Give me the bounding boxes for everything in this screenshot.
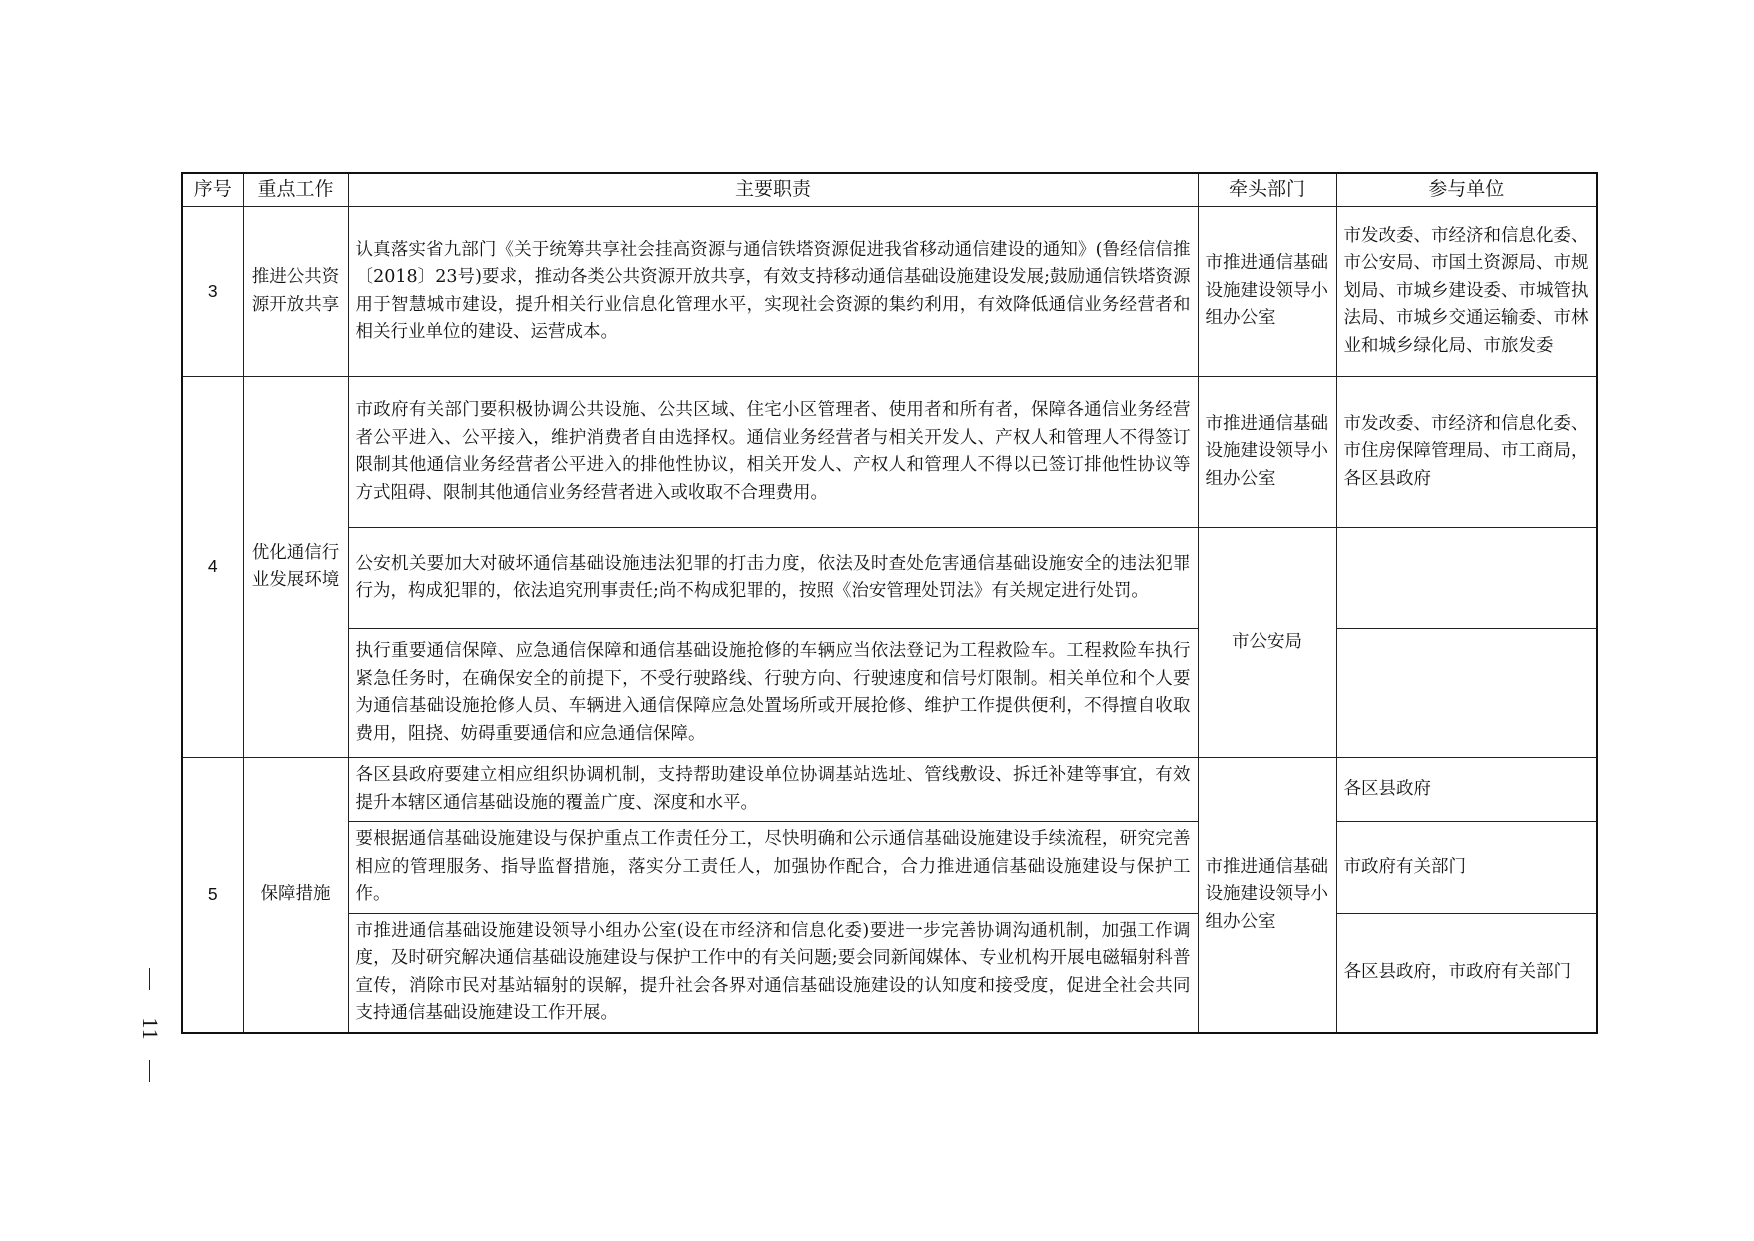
row4-lead-department-a: 市推进通信基础设施建设领导小组办公室 xyxy=(1198,377,1336,528)
table-row xyxy=(182,377,1597,528)
row3-duty: 认真落实省九部门《关于统筹共享社会挂高资源与通信铁塔资源促进我省移动通信建设的通知》(鲁经信信推〔2018〕23号)要求，推动各类公共资源开放共享，有效支持移动通信基础设施建设发展;鼓励通信铁塔资源用于智慧城市建设，提升相关行业信息化管理水平，实现社会资源的集约利用，有效降低通信业务经营者和相关行业单位的建设、运营成本。 xyxy=(348,207,1198,377)
row4-participants-a: 市发改委、市经济和信息化委、市住房保障管理局、市工商局，各区县政府 xyxy=(1336,377,1597,528)
row5-serial: 5 xyxy=(182,758,243,1033)
row3-serial: 3 xyxy=(182,207,243,377)
row4-duty-b: 公安机关要加大对破坏通信基础设施违法犯罪的打击力度，依法及时查处危害通信基础设施安全的违法犯罪行为，构成犯罪的，依法追究刑事责任;尚不构成犯罪的，按照《治安管理处罚法》有关规定进行处罚。 xyxy=(348,528,1198,629)
row4-duty-a: 市政府有关部门要积极协调公共设施、公共区域、住宅小区管理者、使用者和所有者，保障各通信业务经营者公平进入、公平接入，维护消费者自由选择权。通信业务经营者与相关开发人、产权人和管理人不得签订限制其他通信业务经营者公平进入的排他性协议，相关开发人、产权人和管理人不得以已签订排他性协议等方式阻碍、限制其他通信业务经营者进入或收取不合理费用。 xyxy=(348,377,1198,528)
page-number-dash-bottom xyxy=(149,1060,150,1082)
header-lead-department: 牵头部门 xyxy=(1198,173,1336,207)
table-row xyxy=(182,913,1597,1033)
row5-key-work: 保障措施 xyxy=(243,758,348,1033)
header-row xyxy=(182,173,1597,207)
table-row xyxy=(182,207,1597,377)
header-participating-units: 参与单位 xyxy=(1336,173,1597,207)
row3-lead-department: 市推进通信基础设施建设领导小组办公室 xyxy=(1198,207,1336,377)
table-row xyxy=(182,758,1597,822)
header-key-work: 重点工作 xyxy=(243,173,348,207)
row5-participants-c: 各区县政府，市政府有关部门 xyxy=(1336,913,1597,1033)
row5-lead-department: 市推进通信基础设施建设领导小组办公室 xyxy=(1198,758,1336,1033)
page-number-dash-top xyxy=(149,968,150,990)
table-row xyxy=(182,528,1597,629)
table-row xyxy=(182,629,1597,758)
row4-lead-department-bc: 市公安局 xyxy=(1198,528,1336,758)
row4-key-work: 优化通信行业发展环境 xyxy=(243,377,348,758)
row3-participants: 市发改委、市经济和信息化委、市公安局、市国土资源局、市规划局、市城乡建设委、市城管执法局、市城乡交通运输委、市林业和城乡绿化局、市旅发委 xyxy=(1336,207,1597,377)
page-number xyxy=(137,968,163,1083)
header-main-duties: 主要职责 xyxy=(348,173,1198,207)
header-serial-number: 序号 xyxy=(182,173,243,207)
row3-key-work: 推进公共资源开放共享 xyxy=(243,207,348,377)
page-number-text: 11 xyxy=(138,1017,163,1041)
row5-duty-b: 要根据通信基础设施建设与保护重点工作责任分工，尽快明确和公示通信基础设施建设手续流程，研究完善相应的管理服务、指导监督措施，落实分工责任人，加强协作配合，合力推进通信基础设施建设与保护工作。 xyxy=(348,822,1198,914)
row4-participants-c xyxy=(1336,629,1597,758)
row5-participants-a: 各区县政府 xyxy=(1336,758,1597,822)
row4-duty-c: 执行重要通信保障、应急通信保障和通信基础设施抢修的车辆应当依法登记为工程救险车。工程救险车执行紧急任务时，在确保安全的前提下，不受行驶路线、行驶方向、行驶速度和信号灯限制。相关单位和个人要为通信基础设施抢修人员、车辆进入通信保障应急处置场所或开展抢修、维护工作提供便利，不得擅自收取费用，阻挠、妨碍重要通信和应急通信保障。 xyxy=(348,629,1198,758)
row5-duty-a: 各区县政府要建立相应组织协调机制，支持帮助建设单位协调基站选址、管线敷设、拆迁补建等事宜，有效提升本辖区通信基础设施的覆盖广度、深度和水平。 xyxy=(348,758,1198,822)
row5-participants-b: 市政府有关部门 xyxy=(1336,822,1597,914)
responsibility-table xyxy=(181,172,1598,1034)
row4-participants-b xyxy=(1336,528,1597,629)
row4-serial: 4 xyxy=(182,377,243,758)
row5-duty-c: 市推进通信基础设施建设领导小组办公室(设在市经济和信息化委)要进一步完善协调沟通机制，加强工作调度，及时研究解决通信基础设施建设与保护工作中的有关问题;要会同新闻媒体、专业机构开展电磁辐射科普宣传，消除市民对基站辐射的误解，提升社会各界对通信基础设施建设的认知度和接受度，促进全社会共同支持通信基础设施建设工作开展。 xyxy=(348,913,1198,1033)
table-row xyxy=(182,822,1597,914)
